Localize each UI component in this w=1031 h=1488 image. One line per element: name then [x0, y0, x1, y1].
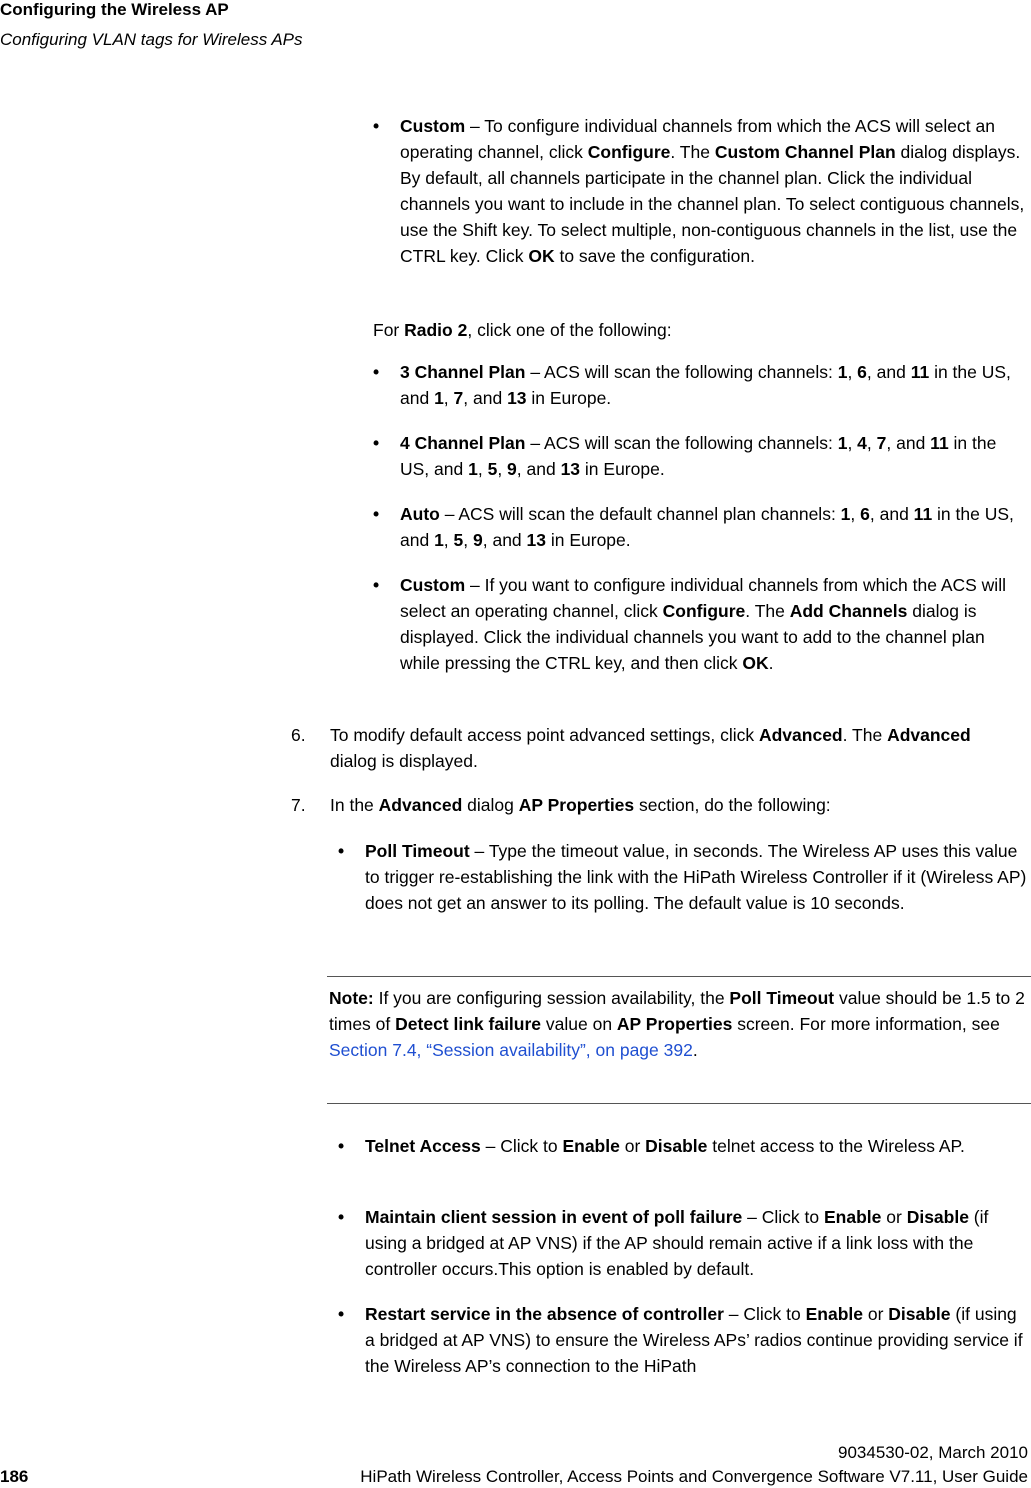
maintain-session-item	[365, 1204, 1028, 1282]
text: (if using a bridged at AP VNS) to ensure the Wireless APs’ radios continue providing service if the Wireless AP’s connection to the HiPath	[365, 1304, 1023, 1376]
text: or	[862, 1304, 889, 1324]
text: (if using a bridged at AP VNS) if the AP should remain active if a link loss with the controller occurs.This option is enabled by default.	[365, 1207, 989, 1279]
term-advanced: Advanced	[758, 725, 843, 745]
text: in Europe.	[580, 459, 665, 479]
term-custom: Custom	[400, 575, 466, 595]
footer-page-number: 186	[0, 1467, 29, 1486]
sep: ,	[497, 459, 508, 479]
term-enable: Enable	[562, 1136, 620, 1156]
channel: 5	[453, 530, 464, 550]
sep: , and	[886, 433, 931, 453]
sep: , and	[866, 362, 911, 382]
bullet-restart: •	[338, 1304, 345, 1324]
channel: 13	[560, 459, 581, 479]
channel: 6	[857, 362, 867, 382]
text: – Click to	[742, 1207, 824, 1227]
step-6-number: 6.	[291, 725, 306, 745]
radio2-intro	[373, 317, 1023, 343]
term-detect-link-failure: Detect link failure	[395, 1014, 542, 1034]
channel: 1	[434, 388, 444, 408]
auto-item	[400, 501, 1028, 553]
term-enable: Enable	[805, 1304, 863, 1324]
channel: 5	[487, 459, 498, 479]
term-ok: OK	[528, 246, 555, 266]
note-label: Note:	[329, 988, 374, 1008]
text: – To configure individual channels from which the ACS will select an operating channel, click	[400, 116, 995, 162]
term-disable: Disable	[645, 1136, 708, 1156]
bullet-custom-1: •	[373, 116, 380, 136]
term-advanced: Advanced	[378, 795, 463, 815]
footer-doc-title: HiPath Wireless Controller, Access Points and Convergence Software V7.11, User Guide	[360, 1467, 1028, 1486]
step-7-number: 7.	[291, 795, 306, 815]
text: dialog displays. By default, all channels participate in the channel plan. Click the individual channels you want to include in the channel plan. To select contiguous channels, use the Shift key. To select multiple, non-contiguous channels in the list, use the CTRL key. Click	[400, 142, 1025, 266]
term-custom-channel-plan: Custom Channel Plan	[714, 142, 896, 162]
term-maintain-session: Maintain client session in event of poll failure	[365, 1207, 743, 1227]
sep: ,	[477, 459, 488, 479]
text: . The	[670, 142, 715, 162]
text: dialog	[462, 795, 519, 815]
channel: 13	[526, 530, 546, 550]
term-ap-properties: AP Properties	[616, 1014, 733, 1034]
text: in the US, and	[400, 433, 997, 479]
channel: 1	[434, 530, 444, 550]
channel: 1	[840, 504, 851, 524]
text: or	[619, 1136, 646, 1156]
channel: 1	[837, 362, 848, 382]
sep: ,	[850, 504, 861, 524]
term-radio2: Radio 2	[404, 320, 468, 340]
term-enable: Enable	[824, 1207, 882, 1227]
term-poll-timeout: Poll Timeout	[729, 988, 835, 1008]
text: in Europe.	[526, 388, 612, 408]
text: – ACS will scan the following channels:	[525, 362, 838, 382]
text: – ACS will scan the default channel plan channels:	[439, 504, 841, 524]
text: in Europe.	[546, 530, 631, 550]
channel: 7	[453, 388, 464, 408]
telnet-access-item	[365, 1133, 1028, 1159]
three-channel-plan-item	[400, 359, 1028, 411]
text: – Type the timeout value, in seconds. The Wireless AP uses this value to trigger re-establishing the link with the HiPath Wireless Controller if it (Wireless AP) does not get an answer to its polling. The default value is 10 seconds.	[365, 841, 1027, 913]
note-top-rule	[327, 976, 1031, 977]
term-poll-timeout: Poll Timeout	[365, 841, 470, 861]
sep: ,	[443, 530, 454, 550]
channel: 6	[860, 504, 870, 524]
text: dialog is displayed. Click the individual channels you want to add to the channel plan while pressing the CTRL key, and then click	[400, 601, 985, 673]
term-4-channel-plan: 4 Channel Plan	[400, 433, 526, 453]
term-ap-properties: AP Properties	[518, 795, 635, 815]
text: – ACS will scan the following channels:	[525, 433, 838, 453]
sep: ,	[443, 388, 454, 408]
chapter-title: Configuring the Wireless AP	[0, 0, 229, 19]
custom-channel-item	[400, 113, 1028, 269]
step-7-text	[330, 792, 1020, 818]
text: .	[768, 653, 774, 673]
text: in the US, and	[400, 362, 1011, 408]
channel: 11	[910, 362, 930, 382]
term-ok: OK	[742, 653, 769, 673]
bullet-telnet: •	[338, 1136, 345, 1156]
sep: , and	[482, 530, 527, 550]
channel: 1	[837, 433, 848, 453]
session-availability-link[interactable]: Section 7.4, “Session availability”, on page 392	[329, 1040, 693, 1060]
text: value should be 1.5 to 2 times of	[329, 988, 1025, 1034]
text: . The	[842, 725, 888, 745]
text: . The	[745, 601, 790, 621]
sep: ,	[847, 433, 858, 453]
channel: 9	[473, 530, 483, 550]
text: dialog is displayed.	[330, 751, 478, 771]
term-telnet-access: Telnet Access	[365, 1136, 481, 1156]
text: telnet access to the Wireless AP.	[707, 1136, 965, 1156]
text: – If you want to configure individual channels from which the ACS will select an operating channel, click	[400, 575, 1006, 621]
four-channel-plan-item	[400, 430, 1028, 482]
channel: 9	[507, 459, 517, 479]
text: – Click to	[480, 1136, 563, 1156]
footer-doc-code: 9034530-02, March 2010	[838, 1443, 1028, 1462]
sep: , and	[463, 388, 508, 408]
text: To modify default access point advanced settings, click	[330, 725, 759, 745]
text: .	[692, 1040, 698, 1060]
term-advanced: Advanced	[887, 725, 971, 745]
term-restart-service: Restart service in the absence of controller	[365, 1304, 724, 1324]
sep: ,	[866, 433, 877, 453]
bullet-custom-2: •	[373, 575, 380, 595]
text: – Click to	[723, 1304, 806, 1324]
term-custom: Custom	[400, 116, 466, 136]
term-3-channel-plan: 3 Channel Plan	[400, 362, 526, 382]
text: screen. For more information, see	[732, 1014, 1000, 1034]
text: or	[881, 1207, 907, 1227]
channel: 11	[913, 504, 933, 524]
restart-service-item	[365, 1301, 1028, 1379]
step-6-text	[330, 722, 1020, 774]
term-auto: Auto	[400, 504, 440, 524]
bullet-4-channel: •	[373, 433, 380, 453]
text: in the US, and	[400, 504, 1014, 550]
custom-add-channels-item	[400, 572, 1028, 676]
bullet-maintain: •	[338, 1207, 345, 1227]
bullet-poll-timeout: •	[338, 841, 345, 861]
note-bottom-rule	[327, 1103, 1031, 1104]
poll-timeout-item	[365, 838, 1028, 916]
sep: ,	[847, 362, 858, 382]
bullet-3-channel: •	[373, 362, 380, 382]
sep: ,	[463, 530, 473, 550]
text: For	[373, 320, 405, 340]
channel: 1	[468, 459, 478, 479]
term-disable: Disable	[888, 1304, 951, 1324]
text: In the	[330, 795, 379, 815]
text: section, do the following:	[634, 795, 831, 815]
text: , click one of the following:	[467, 320, 672, 340]
note-box	[329, 985, 1029, 1063]
text: If you are configuring session availability, the	[373, 988, 730, 1008]
term-configure: Configure	[587, 142, 671, 162]
text: to save the configuration.	[554, 246, 756, 266]
channel: 7	[876, 433, 887, 453]
term-configure: Configure	[662, 601, 746, 621]
term-add-channels: Add Channels	[789, 601, 908, 621]
sep: , and	[516, 459, 561, 479]
bullet-auto: •	[373, 504, 380, 524]
channel: 11	[930, 433, 949, 453]
term-disable: Disable	[906, 1207, 969, 1227]
section-subtitle: Configuring VLAN tags for Wireless APs	[0, 30, 303, 49]
channel: 13	[507, 388, 527, 408]
sep: , and	[869, 504, 914, 524]
channel: 4	[857, 433, 867, 453]
text: value on	[541, 1014, 617, 1034]
